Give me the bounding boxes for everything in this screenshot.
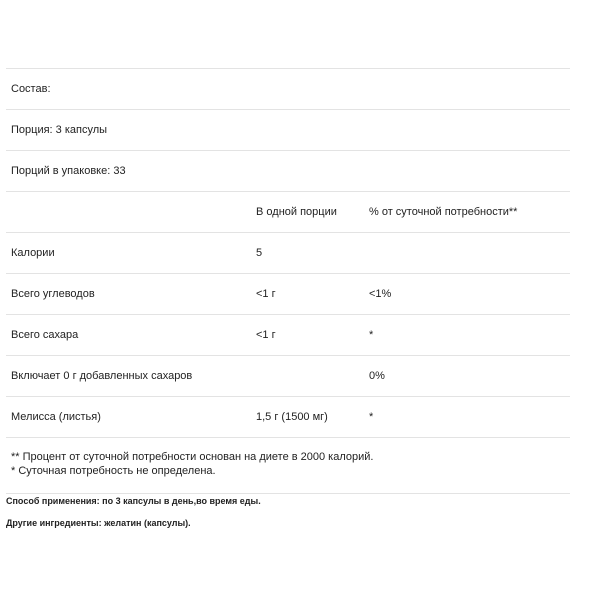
serving-size: Порция: 3 капсулы — [11, 124, 108, 136]
nutrient-name: Мелисса (листья) — [11, 411, 101, 423]
nutrient-daily-value: <1% — [369, 288, 392, 300]
nutrient-amount: 5 — [256, 247, 263, 259]
nutrient-daily-value: 0% — [369, 370, 385, 382]
table-row — [6, 274, 570, 315]
nutrient-name: Всего углеводов — [11, 288, 95, 300]
nutrient-name: Всего сахара — [11, 329, 79, 341]
nutrient-amount: <1 г — [256, 329, 276, 341]
supplement-facts-table — [6, 68, 570, 494]
table-header-row — [6, 192, 570, 233]
servings-per-container: Порций в упаковке: 33 — [11, 165, 126, 177]
nutrient-daily-value: * — [369, 411, 374, 423]
per-serving-header: В одной порции — [256, 206, 337, 218]
servings-per-container-row — [6, 151, 570, 192]
footnotes-row — [6, 438, 570, 494]
daily-value-header: % от суточной потребности** — [369, 206, 518, 218]
nutrient-daily-value: * — [369, 329, 374, 341]
not-established-footnote: * Суточная потребность не определена. — [11, 465, 216, 477]
serving-size-row — [6, 110, 570, 151]
composition-title-row — [6, 69, 570, 110]
table-row — [6, 356, 570, 397]
composition-title: Состав: — [11, 83, 51, 95]
table-row — [6, 233, 570, 274]
table-row — [6, 315, 570, 356]
other-ingredients: Другие ингредиенты: желатин (капсулы). — [6, 518, 191, 528]
daily-value-footnote: ** Процент от суточной потребности основан на диете в 2000 калорий. — [11, 451, 374, 463]
table-row — [6, 397, 570, 438]
nutrient-amount: 1,5 г (1500 мг) — [256, 411, 328, 423]
nutrient-name: Калории — [11, 247, 55, 259]
nutrient-amount: <1 г — [256, 288, 276, 300]
nutrient-name: Включает 0 г добавленных сахаров — [11, 370, 193, 382]
usage-instructions: Способ применения: по 3 капсулы в день,во время еды. — [6, 496, 261, 506]
